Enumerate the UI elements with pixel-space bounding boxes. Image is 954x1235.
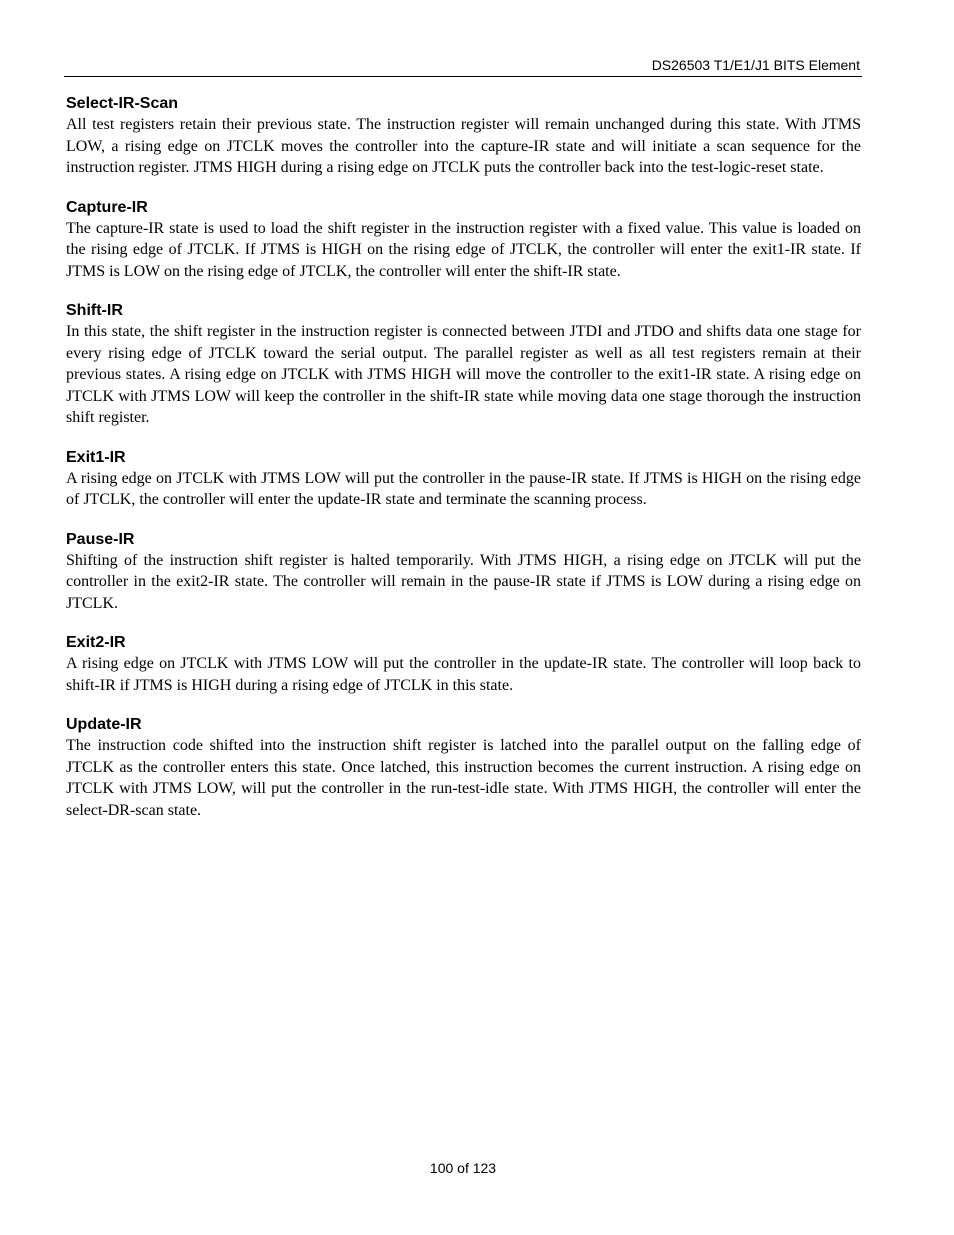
section-heading: Exit1-IR — [66, 448, 126, 466]
section-heading: Capture-IR — [66, 198, 148, 216]
section-select-ir-scan — [66, 94, 861, 179]
section-exit1-ir — [66, 448, 861, 511]
section-body: A rising edge on JTCLK with JTMS LOW will put the controller in the pause-IR state. If JTMS is HIGH on the rising edge of JTCLK, the controller will enter the update-IR state and terminate the scanning process. — [66, 469, 861, 508]
section-heading: Update-IR — [66, 716, 142, 733]
section-capture-ir — [66, 198, 861, 283]
section-shift-ir — [66, 301, 861, 429]
section-pause-ir — [66, 530, 861, 615]
section-body: All test registers retain their previous state. The instruction register will remain unchanged during this state. With JTMS LOW, a rising edge on JTCLK moves the controller into the capture-IR state and will initiate a scan sequence for the instruction register. JTMS HIGH during a rising edge on JTCLK puts the controller back into the test-logic-reset state. — [66, 116, 861, 176]
section-heading: Select-IR-Scan — [66, 95, 179, 112]
section-heading: Shift-IR — [66, 302, 123, 319]
section-update-ir — [66, 715, 861, 821]
page-number: 100 of 123 — [429, 1160, 497, 1176]
section-body: A rising edge on JTCLK with JTMS LOW will put the controller in the update-IR state. The controller will loop back to shift-IR if JTMS is HIGH during a rising edge of JTCLK in this state. — [66, 655, 861, 694]
section-body: The instruction code shifted into the instruction shift register is latched into the parallel output on the falling edge of JTCLK as the controller enters this state. Once latched, this instruction becomes the current instruction. A rising edge on JTCLK with JTMS LOW, will put the controller in the run-test-idle state. With JTMS HIGH, the controller will enter the select-DR-scan state. — [66, 737, 861, 819]
section-heading: Exit2-IR — [66, 634, 126, 651]
section-body: In this state, the shift register in the instruction register is connected between JTDI and JTDO and shifts data one stage for every rising edge of JTCLK toward the serial output. The parallel register as well as all test registers remain at their previous states. A rising edge on JTCLK with JTMS HIGH will move the controller to the exit1-IR state. A rising edge on JTCLK with JTMS LOW will keep the controller in the shift-IR state while moving data one stage thorough the instruction shift register. — [66, 323, 861, 426]
header-rule — [64, 76, 862, 77]
section-heading: Pause-IR — [66, 530, 135, 548]
section-body: The capture-IR state is used to load the shift register in the instruction register with a fixed value. This value is loaded on the rising edge of JTCLK. If JTMS is HIGH on the rising edge of JTCLK, the controller will enter the exit1-IR state. If JTMS is LOW on the rising edge of JTCLK, the controller will enter the shift-IR state. — [66, 219, 861, 280]
page-header-title: DS26503 T1/E1/J1 BITS Element — [651, 57, 860, 73]
section-body: Shifting of the instruction shift register is halted temporarily. With JTMS HIGH, a rising edge on JTCLK will put the controller in the exit2-IR state. The controller will remain in the pause-IR state if JTMS is LOW during a rising edge on JTCLK. — [66, 551, 861, 612]
page-content — [66, 94, 861, 840]
section-exit2-ir — [66, 633, 861, 696]
